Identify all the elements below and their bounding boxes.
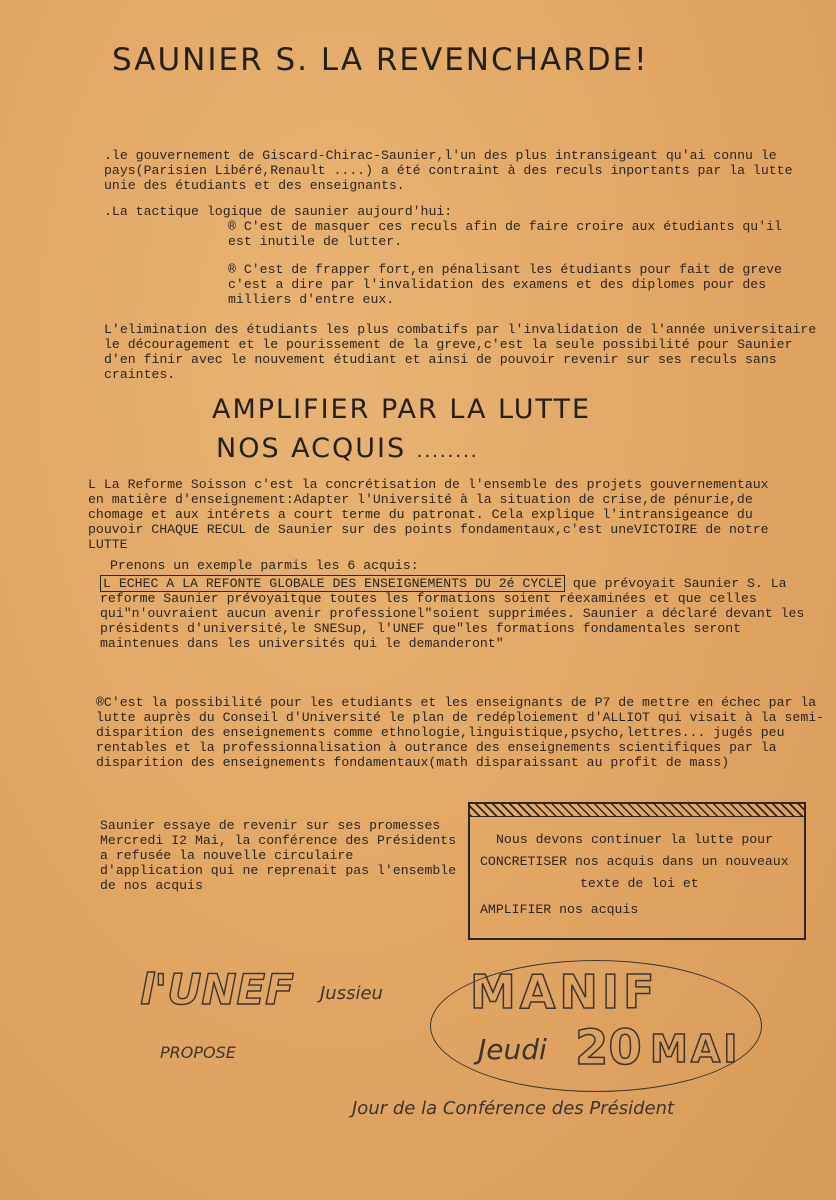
call-to-action-box: [468, 802, 806, 940]
box-line-4: AMPLIFIER nos acquis: [480, 902, 639, 917]
heading-dots: ........: [416, 441, 479, 462]
echec-highlight: L ECHEC A LA REFONTE GLOBALE DES ENSEIGNEMENTS DU 2é CYCLE: [100, 575, 565, 592]
heading-amplifier: AMPLIFIER PAR LA LUTTE: [212, 394, 592, 425]
elimination-paragraph: L'elimination des étudiants les plus combatifs par l'invalidation de l'année universitaire le découragement et le pourissement de la greve,c'est la seule possibilité pour Saunier d'en finir avec le nouvement étudiant et ainsi de pouvoir revenir sur ses reculs sans craintes.: [104, 322, 817, 382]
promesses-paragraph: Saunier essaye de revenir sur ses promesses Mercredi I2 Mai, la conférence des Présidents a refusée la nouvelle circulaire d'application qui ne reprenait pas l'ensemble de nos acquis: [100, 818, 457, 893]
heading-acquis: [216, 433, 479, 464]
box-line-3: texte de loi et: [580, 876, 699, 891]
jour-conference-handwritten: Jour de la Conférence des Président: [352, 1098, 675, 1119]
tactic-point-1: ® C'est de masquer ces reculs afin de faire croire aux étudiants qu'il est inutile de lutter.: [228, 219, 782, 249]
intro-paragraph: .le gouvernement de Giscard-Chirac-Saunier,l'un des plus intransigeant qu'ai connu le pays(Parisien Libéré,Renault ....) a été contraint à des reculs inportants par la lutte unie des étudiants et des enseignants.: [104, 148, 793, 193]
tactic-point-2: ® C'est de frapper fort,en pénalisant les étudiants pour fait de greve c'est a dire par l'invalidation des examens et des diplomes pour des milliers d'entre eux.: [228, 262, 782, 307]
exemple-line: Prenons un exemple parmis les 6 acquis:: [110, 558, 419, 573]
propose-handwritten: PROPOSE: [160, 1043, 236, 1062]
box-line-1: Nous devons continuer la lutte pour: [496, 832, 773, 847]
box-hatch-border: [470, 804, 804, 817]
tactic-intro: .La tactique logique de saunier aujourd'hui:: [104, 204, 453, 219]
echec-paragraph: [100, 576, 820, 651]
day-handwritten: 20: [575, 1020, 642, 1076]
heading-acquis-text: NOS ACQUIS: [216, 433, 407, 464]
p7-paragraph: ®C'est la possibilité pour les etudiants et les enseignants de P7 de mettre en échec par la lutte auprès du Conseil d'Université le plan de redéploiement d'ALLIOT qui visait à la semi-disparition des enseignements comme ethnologie,linguistique,psycho,lettres... jugés peu rentables et la professionnalisation à outrance des enseignements scientifiques par la disparition des enseignements fondamentaux(math disparaissant au profit de mass): [96, 695, 825, 770]
manif-handwritten: MANIF: [470, 965, 659, 1019]
jussieu-handwritten: Jussieu: [320, 983, 383, 1004]
jeudi-handwritten: Jeudi: [478, 1033, 547, 1066]
unef-handwritten: l'UNEF: [140, 965, 294, 1014]
reforme-paragraph: L La Reforme Soisson c'est la concrétisation de l'ensemble des projets gouvernementaux en matière d'enseignement:Adapter l'Université à la situation de crise,de pénurie,de chomage et aux intérets a court terme du patronat. Cela explique l'intransigeance du pouvoir CHAQUE RECUL de Saunier sur des points fondamentaux,c'est uneVICTOIRE de notre LUTTE: [88, 477, 769, 552]
mai-handwritten: MAI: [650, 1027, 741, 1071]
page-title: SAUNIER S. LA REVENCHARDE!: [112, 42, 649, 78]
echec-text: que prévoyait Saunier S. La reforme Saunier prévoyaitque toutes les formations soient réexaminées et que celles qui"n'ouvraient aucun avenir professionel"soient supprimées. Saunier a déclaré devant les présidents d'université,le SNESup, l'UNEF que"les formations fondamentales seront maintenues dans les universités qui le demanderont": [100, 576, 805, 651]
box-line-2: CONCRETISER nos acquis dans un nouveaux: [480, 854, 789, 869]
